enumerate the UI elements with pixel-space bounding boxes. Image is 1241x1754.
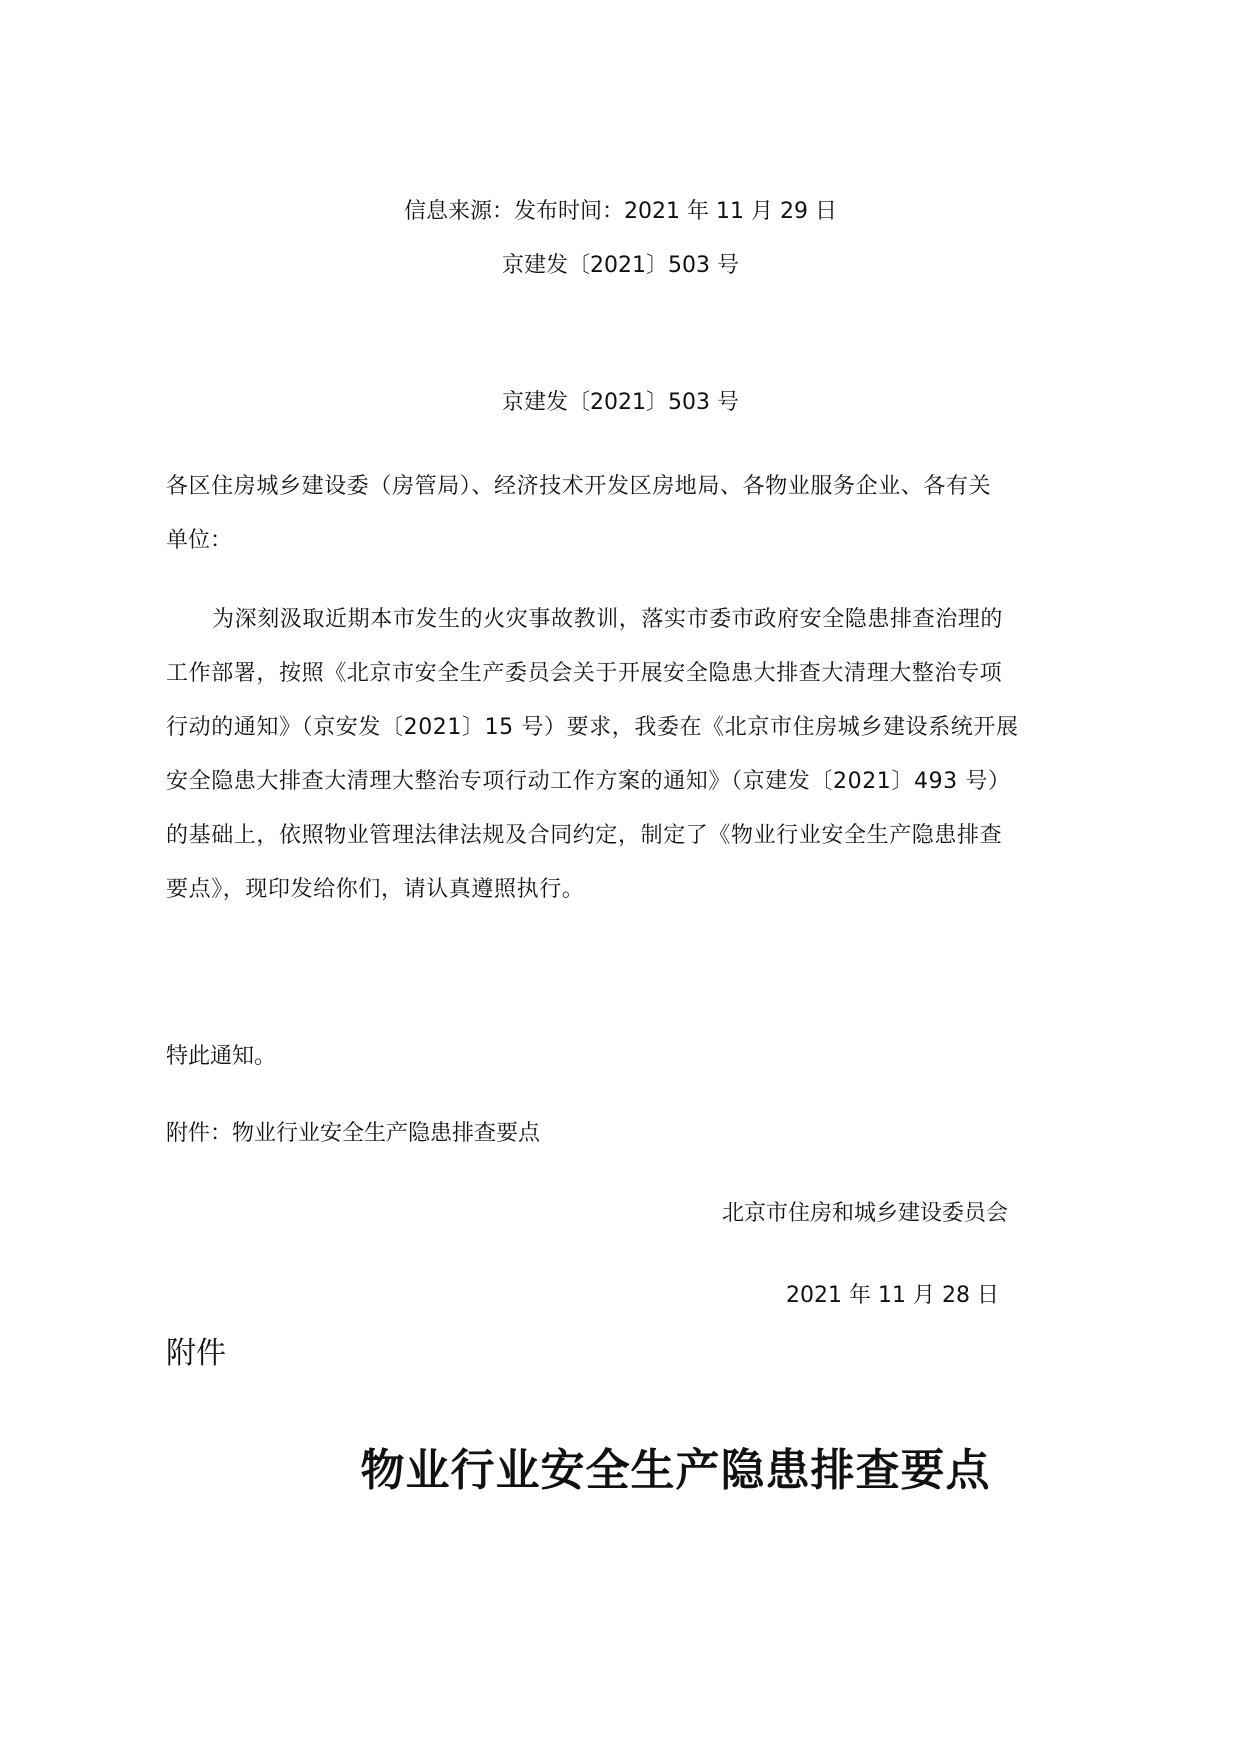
issuer-name: 北京市住房和城乡建设委员会 [722,1201,1009,1226]
notice-body [166,600,1084,909]
doc-number: 京建发〔2021〕503 号 [502,390,739,415]
body-line: 安全隐患大排查大清理大整治专项行动工作方案的通知》（京建发〔2021〕493 号） [166,769,1011,794]
doc-number-header: 京建发〔2021〕503 号 [502,253,739,278]
attachment-title: 物业行业安全生产隐患排查要点 [360,1445,991,1496]
body-line: 的基础上，依照物业管理法律法规及合同约定，制定了《物业行业安全生产隐患排查 [166,823,1003,848]
addressee-line-2: 单位： [166,528,233,553]
attachment-label: 附件 [166,1336,226,1371]
closing-text: 特此通知。 [166,1044,277,1069]
source-line: 信息来源：发布时间：2021 年 11 月 29 日 [404,199,837,224]
body-line: 为深刻汲取近期本市发生的火灾事故教训，落实市委市政府安全隐患排查治理的 [212,607,1004,632]
addressee-line-1: 各区住房城乡建设委（房管局）、经济技术开发区房地局、各物业服务企业、各有关 [166,474,992,499]
body-line: 行动的通知》（京安发〔2021〕15 号）要求，我委在《北京市住房城乡建设系统开展 [166,715,1019,740]
attachment-reference: 附件：物业行业安全生产隐患排查要点 [166,1121,541,1146]
body-line: 工作部署，按照《北京市安全生产委员会关于开展安全隐患大排查大清理大整治专项 [166,661,1003,686]
issue-date: 2021 年 11 月 28 日 [786,1283,999,1308]
body-line: 要点》，现印发给你们，请认真遵照执行。 [166,877,585,902]
